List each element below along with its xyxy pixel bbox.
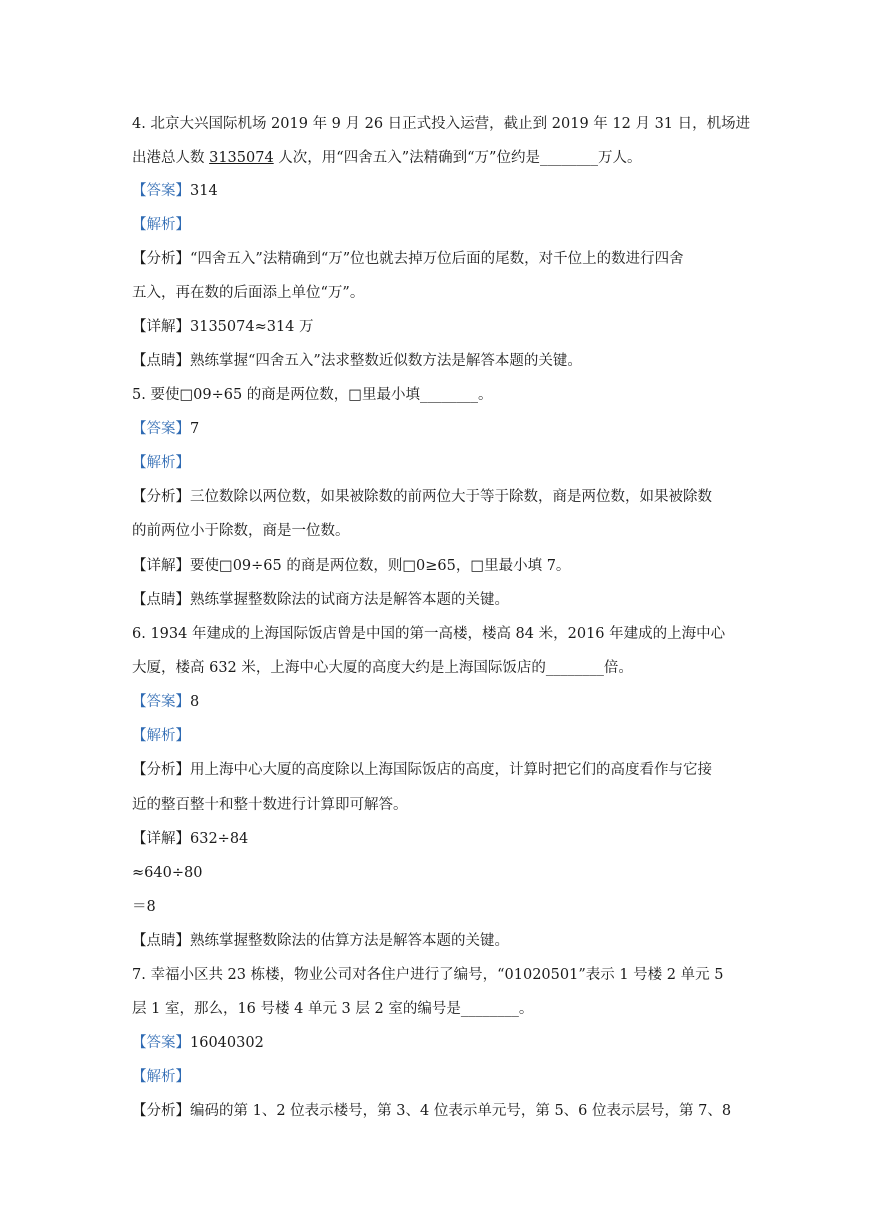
- q4-dianjing-text: 熟练掌握“四舍五入”法求整数近似数方法是解答本题的关键。: [190, 353, 582, 369]
- q6-fenxi-line2: 近的整百整十和整十数进行计算即可解答。: [132, 797, 408, 813]
- q4-underlined-number: 3135074: [209, 150, 274, 166]
- q4-fenxi-line2: 五入，再在数的后面添上单位“万”。: [132, 285, 365, 301]
- q6-jiexi-tag: 【解析】: [132, 728, 190, 744]
- q5-answer-value: 7: [190, 421, 200, 437]
- q6-xiangjie: [132, 829, 742, 849]
- q5-xiangjie: [132, 556, 742, 576]
- q7-stem-line2: 层 1 室，那么，16 号楼 4 单元 3 层 2 室的编号是________。: [132, 1001, 534, 1017]
- q4-answer-value: 314: [190, 183, 218, 199]
- q5-jiexi-tag: 【解析】: [132, 455, 190, 471]
- q7-fenxi-text1: 编码的第 1、2 位表示楼号，第 3、4 位表示单元号，第 5、6 位表示层号，第 7、8: [190, 1103, 732, 1119]
- q5-dianjing-tag: 【点睛】: [132, 592, 190, 608]
- q5-fenxi-line2: 的前两位小于除数，商是一位数。: [132, 523, 350, 539]
- q5-answer-tag: 【答案】: [132, 421, 190, 437]
- q6-fenxi-tag: 【分析】: [132, 762, 190, 778]
- q5-fenxi-line1: [132, 487, 742, 507]
- q7-answer-value: 16040302: [190, 1035, 264, 1051]
- q6-stem-line1: 6. 1934 年建成的上海国际饭店曾是中国的第一高楼，楼高 84 米，2016 年建成的上海中心: [132, 626, 726, 642]
- q7-fenxi-tag: 【分析】: [132, 1103, 190, 1119]
- q4-answer-tag: 【答案】: [132, 183, 190, 199]
- q4-fenxi-line1: [132, 249, 742, 269]
- q4-fenxi-text1: “四舍五入”法精确到“万”位也就去掉万位后面的尾数，对千位上的数进行四舍: [190, 251, 684, 267]
- q6-fenxi-text1: 用上海中心大厦的高度除以上海国际饭店的高度，计算时把它们的高度看作与它接: [190, 762, 712, 778]
- q5-dianjing-text: 熟练掌握整数除法的试商方法是解答本题的关键。: [190, 592, 509, 608]
- q6-xiangjie-line2: ≈640÷80: [132, 865, 203, 881]
- q6-answer-tag: 【答案】: [132, 694, 190, 710]
- q5-fenxi-tag: 【分析】: [132, 489, 190, 505]
- q5-answer: [132, 419, 742, 439]
- q4-dianjing-tag: 【点睛】: [132, 353, 190, 369]
- q6-answer-value: 8: [190, 694, 200, 710]
- q6-fenxi-line1: [132, 760, 742, 780]
- q6-dianjing-text: 熟练掌握整数除法的估算方法是解答本题的关键。: [190, 933, 509, 949]
- q4-stem-line1: 4. 北京大兴国际机场 2019 年 9 月 26 日正式投入运营，截止到 2019 年 12 月 31 日，机场进: [132, 116, 751, 132]
- q6-dianjing: [132, 931, 742, 951]
- q4-stem-text-b: 人次，用“四舍五入”法精确到“万”位约是________万人。: [273, 150, 642, 166]
- q4-stem-line2: [132, 148, 742, 168]
- q4-xiangjie-text: 3135074≈314 万: [190, 319, 314, 335]
- q5-xiangjie-tag: 【详解】: [132, 558, 190, 574]
- q7-fenxi-line1: [132, 1101, 742, 1121]
- q4-dianjing: [132, 351, 742, 371]
- q5-xiangjie-text: 要使□09÷65 的商是两位数，则□0≥65，□里最小填 7。: [190, 558, 571, 574]
- q4-xiangjie: [132, 317, 742, 337]
- q6-xiangjie-tag: 【详解】: [132, 831, 190, 847]
- q4-stem-text-a: 出港总人数: [132, 150, 210, 166]
- q5-fenxi-text1: 三位数除以两位数，如果被除数的前两位大于等于除数，商是两位数，如果被除数: [190, 489, 712, 505]
- q6-xiangjie-text1: 632÷84: [190, 831, 249, 847]
- q7-jiexi-tag: 【解析】: [132, 1069, 190, 1085]
- q4-xiangjie-tag: 【详解】: [132, 319, 190, 335]
- q6-answer: [132, 692, 742, 712]
- q6-xiangjie-line3: ＝8: [132, 899, 156, 915]
- q4-answer: [132, 181, 742, 201]
- q5-dianjing: [132, 590, 742, 610]
- q7-answer-tag: 【答案】: [132, 1035, 190, 1051]
- q7-answer: [132, 1033, 742, 1053]
- q5-stem-line1: 5. 要使□09÷65 的商是两位数，□里最小填________。: [132, 387, 493, 403]
- q6-stem-line2: 大厦，楼高 632 米，上海中心大厦的高度大约是上海国际饭店的________倍。: [132, 660, 633, 676]
- q4-jiexi-tag: 【解析】: [132, 217, 190, 233]
- q7-stem-line1: 7. 幸福小区共 23 栋楼，物业公司对各住户进行了编号，“01020501”表示 1 号楼 2 单元 5: [132, 967, 724, 983]
- q4-fenxi-tag: 【分析】: [132, 251, 190, 267]
- q6-dianjing-tag: 【点睛】: [132, 933, 190, 949]
